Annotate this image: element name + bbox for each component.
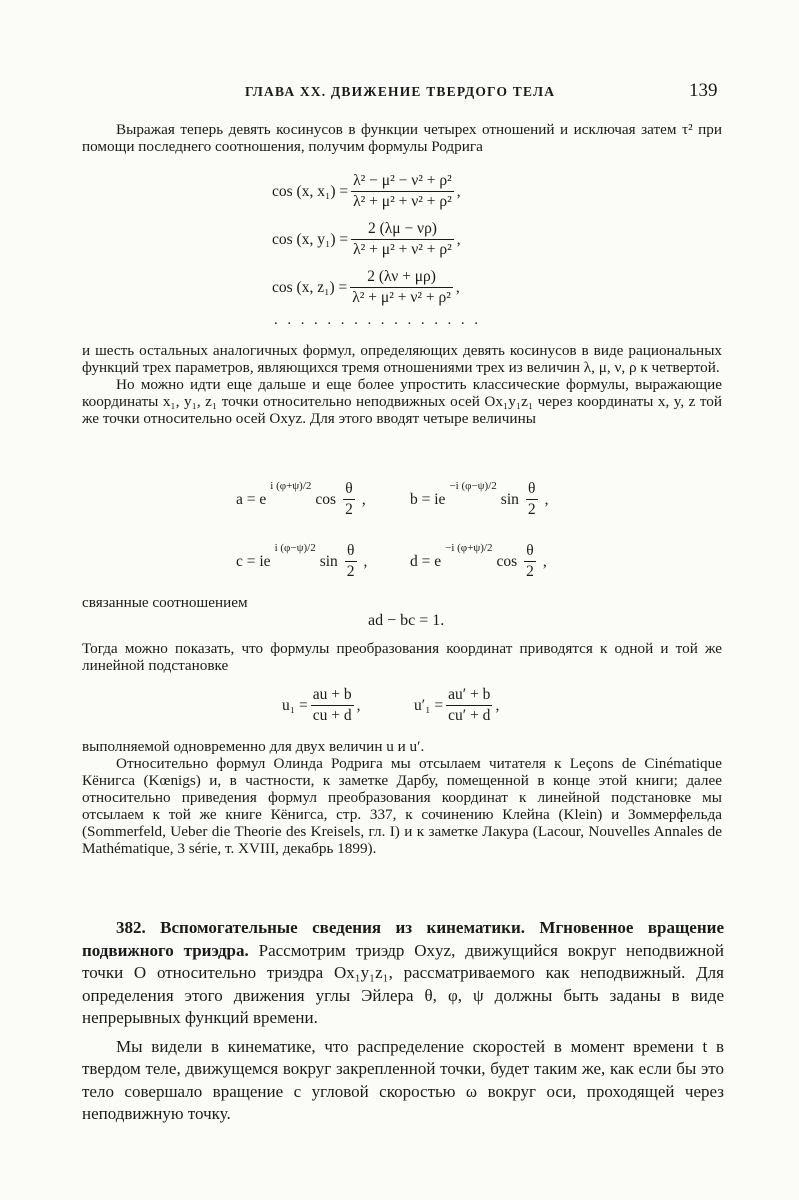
denominator: cu + d bbox=[312, 707, 352, 724]
fraction bbox=[524, 542, 536, 581]
trig-function: sin bbox=[500, 490, 519, 508]
running-header bbox=[0, 80, 799, 104]
numerator: θ bbox=[346, 542, 355, 559]
exponent: i (φ−ψ)/2 bbox=[274, 541, 316, 554]
numerator: au′ + b bbox=[448, 686, 491, 703]
paragraph-text: выполняемой одновременно для двух величин u и u′. bbox=[82, 738, 425, 755]
relation-text: ad − bc = 1. bbox=[368, 612, 445, 629]
denominator: cu′ + d bbox=[448, 707, 491, 724]
formula-lhs: d = e bbox=[410, 552, 442, 570]
formula-tail: , bbox=[356, 696, 361, 714]
formula-lhs: a = e bbox=[236, 490, 267, 508]
paragraph-text: Тогда можно показать, что формулы преобразования координат приводятся к одной и той же линейной подстановке bbox=[82, 640, 722, 674]
formula-cos-x-z1 bbox=[272, 268, 460, 307]
formula-lhs: cos (x, z₁) = bbox=[272, 278, 348, 296]
formula-lhs: u₁ = bbox=[282, 696, 308, 714]
formula-lhs: c = ie bbox=[236, 552, 271, 570]
exponent: −i (φ−ψ)/2 bbox=[449, 479, 497, 492]
fraction bbox=[351, 172, 454, 211]
formula-tail: , bbox=[544, 490, 549, 508]
numerator: λ² − μ² − ν² + ρ² bbox=[353, 172, 452, 189]
formula-cos-x-y1 bbox=[272, 220, 461, 259]
formula-b bbox=[410, 480, 549, 519]
denominator: λ² + μ² + ν² + ρ² bbox=[352, 289, 451, 306]
paragraph-text: Выражая теперь девять косинусов в функции четырех отношений и исключая затем τ² при помощи последнего соотношения, получим формулы Родрига bbox=[82, 121, 722, 155]
exponent: −i (φ+ψ)/2 bbox=[445, 541, 493, 554]
denominator: 2 bbox=[345, 501, 353, 518]
ellipsis-row: ................ bbox=[274, 312, 488, 328]
denominator: λ² + μ² + ν² + ρ² bbox=[353, 241, 452, 258]
numerator: θ bbox=[526, 542, 534, 559]
trig-function: cos bbox=[496, 552, 518, 570]
numerator: 2 (λμ − νρ) bbox=[367, 220, 437, 237]
paragraph-text: Мы видели в кинематике, что распределение скоростей в момент времени t в твердом теле, движущемся вокруг закрепленной точки, будет таким же, как если бы это тело совершало вращение с угловой скоростью ω вокруг оси, проходящей через неподвижную точку. bbox=[82, 1036, 724, 1123]
trig-function: sin bbox=[319, 552, 338, 570]
paragraph-text: Но можно идти еще дальше и еще более упростить классические формулы, выражающие координаты x₁, y₁, z₁ точки относительно неподвижных осей Ox₁y₁z₁ через координаты x, y, z той же точки относительно осей Oxyz. Для этого вводят четыре величины bbox=[82, 376, 722, 427]
formula-tail: , bbox=[542, 552, 547, 570]
fraction bbox=[343, 480, 355, 519]
formula-lhs: cos (x, y₁) = bbox=[272, 230, 349, 248]
paragraph-block bbox=[82, 342, 722, 427]
denominator: 2 bbox=[526, 563, 534, 580]
section-text: Рассмотрим триэдр Oxyz, движущийся вокруг неподвижной точки O относительно триэдра Ox₁y₁z₁, рассматриваемого как неподвижный. Для определения этого движения углы Эйлера θ, φ, ψ должны быть заданы в виде непрерывных функций времени. bbox=[82, 940, 724, 1027]
formula-tail: , bbox=[361, 490, 366, 508]
paragraph-text: связанные соотношением bbox=[82, 594, 248, 611]
formula-lhs: cos (x, x₁) = bbox=[272, 182, 349, 200]
formula-u1-prime bbox=[414, 686, 499, 725]
denominator: λ² + μ² + ν² + ρ² bbox=[353, 193, 452, 210]
section-382 bbox=[82, 917, 724, 1126]
formula-a bbox=[236, 480, 366, 519]
numerator: θ bbox=[345, 480, 353, 497]
fraction bbox=[311, 686, 354, 725]
formula-tail: , bbox=[456, 230, 461, 248]
formula-cos-x-x1 bbox=[272, 172, 461, 211]
chapter-title: ГЛАВА XX. ДВИЖЕНИЕ ТВЕРДОГО ТЕЛА bbox=[245, 84, 556, 99]
paragraph-text: Относительно формул Олинда Родрига мы отсылаем читателя к Leçons de Cinématique Кёнигса (Kœnigs) и, в частности, к заметке Дарбу, помещенной в конце этой книги; далее относительно приведения формул преобразования координат к линейной подстановке мы отсылаем к той же книге Кёнигса, стр. 337, к сочинению Клейна (Klein) и Зоммерфельда (Sommerfeld, Ueber die Theorie des Kreisels, гл. I) и к заметке Лакура (Lacour, Nouvelles Annales de Mathématique, 3 série, т. XVIII, декабрь 1899). bbox=[82, 755, 722, 857]
paragraph-connected bbox=[82, 594, 722, 611]
fraction bbox=[345, 542, 357, 581]
formula-lhs: u′₁ = bbox=[414, 696, 444, 714]
fraction bbox=[526, 480, 538, 519]
formula-c bbox=[236, 542, 367, 581]
trig-function: cos bbox=[315, 490, 337, 508]
formula-tail: , bbox=[456, 182, 461, 200]
formula-tail: , bbox=[363, 552, 368, 570]
formula-lhs: b = ie bbox=[410, 490, 446, 508]
fraction bbox=[351, 220, 454, 259]
formula-tail: , bbox=[495, 696, 500, 714]
formula-d bbox=[410, 542, 547, 581]
formula-u1 bbox=[282, 686, 361, 725]
denominator: 2 bbox=[527, 501, 536, 518]
fraction bbox=[446, 686, 492, 725]
numerator: 2 (λν + μρ) bbox=[367, 268, 436, 285]
fraction bbox=[350, 268, 453, 307]
paragraph-intro bbox=[82, 121, 722, 155]
paragraph-references bbox=[82, 738, 722, 857]
formula-relation bbox=[368, 612, 444, 630]
section-paragraph bbox=[82, 917, 724, 1030]
paragraph-text: и шесть остальных аналогичных формул, определяющих девять косинусов в виде рациональных функций трех параметров, являющихся тремя отношениями трех из величин λ, μ, ν, ρ к четвертой. bbox=[82, 342, 722, 376]
numerator: θ bbox=[528, 480, 536, 497]
paragraph-substitution bbox=[82, 640, 722, 674]
section-heading: 382. Вспомогательные сведения из кинематики. Мгновенное вращение подвижного триэдра. bbox=[82, 918, 724, 960]
formula-tail: , bbox=[455, 278, 460, 296]
page-number: 139 bbox=[689, 80, 718, 101]
exponent: i (φ+ψ)/2 bbox=[270, 479, 312, 492]
denominator: 2 bbox=[346, 563, 355, 580]
numerator: au + b bbox=[312, 686, 352, 703]
